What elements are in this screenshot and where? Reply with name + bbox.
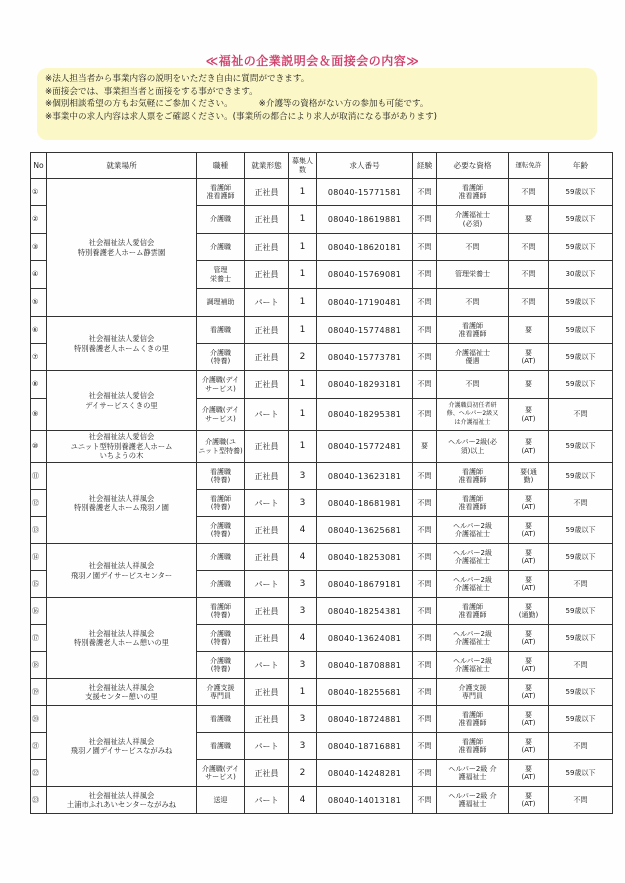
note-line (45, 98, 589, 111)
job-type: 介護職(デイ サービス) (197, 371, 245, 399)
office-name: 社会福祉法人祥風会 特別養護老人ホーム飛羽ノ園 (47, 463, 197, 544)
age-limit: 59歳以下 (549, 625, 613, 652)
employment-type: パート (245, 571, 289, 598)
job-type: 介護職 (197, 544, 245, 571)
job-id: 08040-18295381 (317, 399, 413, 431)
row-number: ⑱ (31, 652, 47, 679)
employment-type: パート (245, 787, 289, 814)
job-type: 看護職 (197, 706, 245, 733)
job-id: 08040-15774881 (317, 317, 413, 344)
qualification: 不問 (437, 234, 509, 261)
job-id: 08040-17190481 (317, 289, 413, 317)
employment-type: 正社員 (245, 760, 289, 787)
age-limit: 59歳以下 (549, 289, 613, 317)
job-type: 看護師 准看護師 (197, 179, 245, 206)
age-limit: 59歳以下 (549, 371, 613, 399)
experience: 不問 (413, 760, 437, 787)
employment-type: 正社員 (245, 625, 289, 652)
openings-count: 4 (289, 517, 317, 544)
row-number: ㉒ (31, 760, 47, 787)
age-limit: 不問 (549, 733, 613, 760)
note-extra: ※介護等の資格がない方の参加も可能です。 (258, 99, 429, 110)
qualification: 看護師 准看護師 (437, 179, 509, 206)
driver-license: 要 (AT) (509, 571, 549, 598)
openings-count: 1 (289, 679, 317, 706)
age-limit: 不問 (549, 787, 613, 814)
job-type: 介護職 (197, 571, 245, 598)
job-id: 08040-15771581 (317, 179, 413, 206)
table-row (31, 431, 613, 463)
header-no: No (31, 153, 47, 179)
row-number: ㉓ (31, 787, 47, 814)
office-name: 社会福祉法人祥風会 特別養護老人ホーム憩いの里 (47, 598, 197, 679)
age-limit: 59歳以下 (549, 679, 613, 706)
job-id: 08040-13623181 (317, 463, 413, 490)
openings-count: 1 (289, 371, 317, 399)
age-limit: 59歳以下 (549, 179, 613, 206)
office-name: 社会福祉法人愛信会 ユニット型特別養護老人ホーム いちようの木 (47, 431, 197, 463)
experience: 不問 (413, 490, 437, 517)
driver-license: 要 (AT) (509, 431, 549, 463)
job-type: 介護支援 専門員 (197, 679, 245, 706)
row-number: ⑬ (31, 517, 47, 544)
note-line: ※法人担当者から事業内容の説明をいただき自由に質問ができます。 (45, 74, 310, 84)
age-limit: 59歳以下 (549, 760, 613, 787)
row-number: ④ (31, 261, 47, 289)
job-type: 介護職 (特養) (197, 344, 245, 371)
row-number: ⑭ (31, 544, 47, 571)
page-title: ≪福祉の企業説明会＆面接会の内容≫ (205, 54, 420, 68)
openings-count: 1 (289, 317, 317, 344)
job-type: 看護師 (特養) (197, 490, 245, 517)
age-limit: 59歳以下 (549, 463, 613, 490)
qualification: 看護師 准看護師 (437, 733, 509, 760)
employment-type: 正社員 (245, 344, 289, 371)
experience: 不問 (413, 733, 437, 760)
qualification: ヘルパー2級 介 護福祉士 (437, 787, 509, 814)
job-type: 介護職 (特養) (197, 625, 245, 652)
age-limit: 59歳以下 (549, 706, 613, 733)
qualification: ヘルパー2級 介護福祉士 (437, 652, 509, 679)
driver-license: 要(通 勤) (509, 463, 549, 490)
openings-count: 2 (289, 344, 317, 371)
driver-license: 要 (509, 317, 549, 344)
row-number: ⑨ (31, 399, 47, 431)
openings-count: 1 (289, 234, 317, 261)
driver-license: 要 (509, 371, 549, 399)
driver-license: 要 (AT) (509, 399, 549, 431)
driver-license: 要 (AT) (509, 544, 549, 571)
employment-type: パート (245, 652, 289, 679)
employment-type: 正社員 (245, 517, 289, 544)
job-type: 介護職 (特養) (197, 517, 245, 544)
table-row (31, 598, 613, 625)
qualification: ヘルパー2級 介護福祉士 (437, 571, 509, 598)
job-type: 管理 栄養士 (197, 261, 245, 289)
age-limit: 59歳以下 (549, 317, 613, 344)
experience: 不問 (413, 261, 437, 289)
openings-count: 1 (289, 261, 317, 289)
job-type: 調理補助 (197, 289, 245, 317)
driver-license: 不問 (509, 179, 549, 206)
table-header (31, 153, 613, 179)
driver-license: 要 (AT) (509, 490, 549, 517)
job-type: 介護職(デイ サービス) (197, 760, 245, 787)
row-number: ⑯ (31, 598, 47, 625)
qualification: 看護師 准看護師 (437, 706, 509, 733)
row-number: ③ (31, 234, 47, 261)
age-limit: 59歳以下 (549, 544, 613, 571)
row-number: ② (31, 206, 47, 234)
job-type: 介護職(デイ サービス) (197, 399, 245, 431)
employment-type: 正社員 (245, 598, 289, 625)
employment-type: パート (245, 399, 289, 431)
driver-license: 要 (AT) (509, 625, 549, 652)
qualification: ヘルパー2級 介 護福祉士 (437, 760, 509, 787)
job-id: 08040-13624081 (317, 625, 413, 652)
age-limit: 59歳以下 (549, 598, 613, 625)
experience: 不問 (413, 463, 437, 490)
experience: 不問 (413, 206, 437, 234)
job-id: 08040-18619881 (317, 206, 413, 234)
header-age: 年齢 (549, 153, 613, 179)
openings-count: 1 (289, 179, 317, 206)
age-limit: 59歳以下 (549, 517, 613, 544)
row-number: ⑫ (31, 490, 47, 517)
qualification: ヘルパー2級 介護福祉士 (437, 544, 509, 571)
office-name: 社会福祉法人愛信会 デイサービスくきの里 (47, 371, 197, 431)
openings-count: 1 (289, 399, 317, 431)
office-name: 社会福祉法人祥風会 飛羽ノ園デイサービスながみね (47, 706, 197, 787)
employment-type: 正社員 (245, 679, 289, 706)
note-line: ※事業中の求人内容は求人票をご確認ください。(事業所の都合により求人が取消になる事があります) (45, 111, 438, 122)
age-limit: 59歳以下 (549, 431, 613, 463)
table-row (31, 179, 613, 206)
experience: 不問 (413, 544, 437, 571)
table-row (31, 371, 613, 399)
experience: 不問 (413, 234, 437, 261)
job-id: 08040-18254381 (317, 598, 413, 625)
qualification: 看護師 准看護師 (437, 463, 509, 490)
employment-type: 正社員 (245, 463, 289, 490)
row-number: ⑪ (31, 463, 47, 490)
jobs-table (30, 152, 613, 814)
experience: 不問 (413, 399, 437, 431)
job-id: 08040-18708881 (317, 652, 413, 679)
qualification: 介護支援 専門員 (437, 679, 509, 706)
header-qualification: 必要な資格 (437, 153, 509, 179)
experience: 不問 (413, 706, 437, 733)
employment-type: 正社員 (245, 371, 289, 399)
row-number: ⑰ (31, 625, 47, 652)
table-row (31, 544, 613, 571)
employment-type: 正社員 (245, 317, 289, 344)
driver-license: 要 (AT) (509, 706, 549, 733)
employment-type: 正社員 (245, 706, 289, 733)
job-id: 08040-13625681 (317, 517, 413, 544)
office-name: 社会福祉法人祥風会 土浦市ふれあいセンターながみね (47, 787, 197, 814)
header-job: 職種 (197, 153, 245, 179)
employment-type: パート (245, 733, 289, 760)
openings-count: 1 (289, 206, 317, 234)
experience: 不問 (413, 679, 437, 706)
experience: 不問 (413, 371, 437, 399)
row-number: ⑲ (31, 679, 47, 706)
note-text: ※個別相談希望の方もお気軽にご参加ください。 (45, 99, 233, 110)
job-type: 看護職 (197, 733, 245, 760)
experience: 不問 (413, 317, 437, 344)
employment-type: パート (245, 289, 289, 317)
employment-type: パート (245, 490, 289, 517)
age-limit: 不問 (549, 652, 613, 679)
openings-count: 3 (289, 733, 317, 760)
experience: 不問 (413, 289, 437, 317)
header-job-id: 求人番号 (317, 153, 413, 179)
job-id: 08040-18253081 (317, 544, 413, 571)
row-number: ⑥ (31, 317, 47, 344)
office-name: 社会福祉法人祥風会 支援センター憩いの里 (47, 679, 197, 706)
age-limit: 59歳以下 (549, 206, 613, 234)
employment-type: 正社員 (245, 234, 289, 261)
employment-type: 正社員 (245, 431, 289, 463)
row-number: ⑤ (31, 289, 47, 317)
job-id: 08040-18255681 (317, 679, 413, 706)
table-row (31, 787, 613, 814)
openings-count: 3 (289, 463, 317, 490)
job-id: 08040-18293181 (317, 371, 413, 399)
row-number: ㉑ (31, 733, 47, 760)
age-limit: 30歳以下 (549, 261, 613, 289)
qualification: 不問 (437, 289, 509, 317)
experience: 不問 (413, 787, 437, 814)
driver-license: 要 (509, 206, 549, 234)
job-id: 08040-14013181 (317, 787, 413, 814)
note-line: ※面接会では、事業担当者と面接をする事ができます。 (45, 86, 258, 97)
header-count: 募集人数 (289, 153, 317, 179)
qualification: ヘルパー2級 介護福祉士 (437, 517, 509, 544)
job-type: 介護職(ユ ニット型特養) (197, 431, 245, 463)
experience: 不問 (413, 625, 437, 652)
row-number: ⑦ (31, 344, 47, 371)
table-row (31, 463, 613, 490)
job-id: 08040-18716881 (317, 733, 413, 760)
experience: 不問 (413, 571, 437, 598)
experience: 要 (413, 431, 437, 463)
header-experience: 経験 (413, 153, 437, 179)
driver-license: 要 (AT) (509, 787, 549, 814)
job-id: 08040-14248281 (317, 760, 413, 787)
experience: 不問 (413, 344, 437, 371)
job-id: 08040-15772481 (317, 431, 413, 463)
employment-type: 正社員 (245, 261, 289, 289)
office-name: 社会福祉法人愛信会 特別養護老人ホームくきの里 (47, 317, 197, 371)
age-limit: 不問 (549, 490, 613, 517)
table-row (31, 317, 613, 344)
row-number: ⑩ (31, 431, 47, 463)
driver-license: 不問 (509, 261, 549, 289)
openings-count: 3 (289, 652, 317, 679)
experience: 不問 (413, 652, 437, 679)
age-limit: 59歳以下 (549, 344, 613, 371)
driver-license: 要 (AT) (509, 760, 549, 787)
employment-type: 正社員 (245, 544, 289, 571)
qualification: 管理栄養士 (437, 261, 509, 289)
employment-type: 正社員 (245, 206, 289, 234)
job-type: 看護職 (特養) (197, 463, 245, 490)
qualification: 介護福祉士 (必須) (437, 206, 509, 234)
qualification: 介護福祉士 優遇 (437, 344, 509, 371)
job-id: 08040-15769081 (317, 261, 413, 289)
openings-count: 4 (289, 625, 317, 652)
driver-license: 要 (AT) (509, 733, 549, 760)
job-type: 介護職 (特養) (197, 652, 245, 679)
job-type: 介護職 (197, 206, 245, 234)
row-number: ⑮ (31, 571, 47, 598)
driver-license: 要 (通勤) (509, 598, 549, 625)
employment-type: 正社員 (245, 179, 289, 206)
driver-license: 不問 (509, 234, 549, 261)
openings-count: 3 (289, 571, 317, 598)
qualification: 不問 (437, 371, 509, 399)
job-type: 看護師 (特養) (197, 598, 245, 625)
qualification: ヘルパー2級 介護福祉士 (437, 625, 509, 652)
qualification: 看護師 准看護師 (437, 490, 509, 517)
experience: 不問 (413, 517, 437, 544)
openings-count: 2 (289, 760, 317, 787)
openings-count: 3 (289, 598, 317, 625)
job-id: 08040-18681981 (317, 490, 413, 517)
openings-count: 1 (289, 289, 317, 317)
job-id: 08040-15773781 (317, 344, 413, 371)
qualification: 介護職員初任者研 修、ヘルパー2級又 は介護福祉士 (437, 399, 509, 431)
qualification: ヘルパー2級(必 須)以上 (437, 431, 509, 463)
row-number: ⑧ (31, 371, 47, 399)
job-id: 08040-18679181 (317, 571, 413, 598)
qualification: 看護師 准看護師 (437, 598, 509, 625)
driver-license: 要 (AT) (509, 517, 549, 544)
age-limit: 59歳以下 (549, 234, 613, 261)
openings-count: 4 (289, 544, 317, 571)
header-office: 就業場所 (47, 153, 197, 179)
driver-license: 要 (AT) (509, 652, 549, 679)
header-license: 運転免許 (509, 153, 549, 179)
job-type: 介護職 (197, 234, 245, 261)
job-type: 送迎 (197, 787, 245, 814)
openings-count: 4 (289, 787, 317, 814)
driver-license: 要 (AT) (509, 679, 549, 706)
driver-license: 不問 (509, 289, 549, 317)
job-id: 08040-18620181 (317, 234, 413, 261)
notes-box (37, 68, 597, 140)
age-limit: 不問 (549, 571, 613, 598)
job-type: 看護職 (197, 317, 245, 344)
row-number: ① (31, 179, 47, 206)
experience: 不問 (413, 598, 437, 625)
header-employment: 就業形態 (245, 153, 289, 179)
openings-count: 1 (289, 431, 317, 463)
job-id: 08040-18724881 (317, 706, 413, 733)
table-row (31, 679, 613, 706)
driver-license: 要 (AT) (509, 344, 549, 371)
qualification: 看護師 准看護師 (437, 317, 509, 344)
age-limit: 不問 (549, 399, 613, 431)
openings-count: 3 (289, 490, 317, 517)
experience: 不問 (413, 179, 437, 206)
row-number: ⑳ (31, 706, 47, 733)
openings-count: 3 (289, 706, 317, 733)
office-name: 社会福祉法人祥風会 飛羽ノ園デイサービスセンター (47, 544, 197, 598)
table-row (31, 706, 613, 733)
office-name: 社会福祉法人愛信会 特別養護老人ホーム静雲園 (47, 179, 197, 317)
